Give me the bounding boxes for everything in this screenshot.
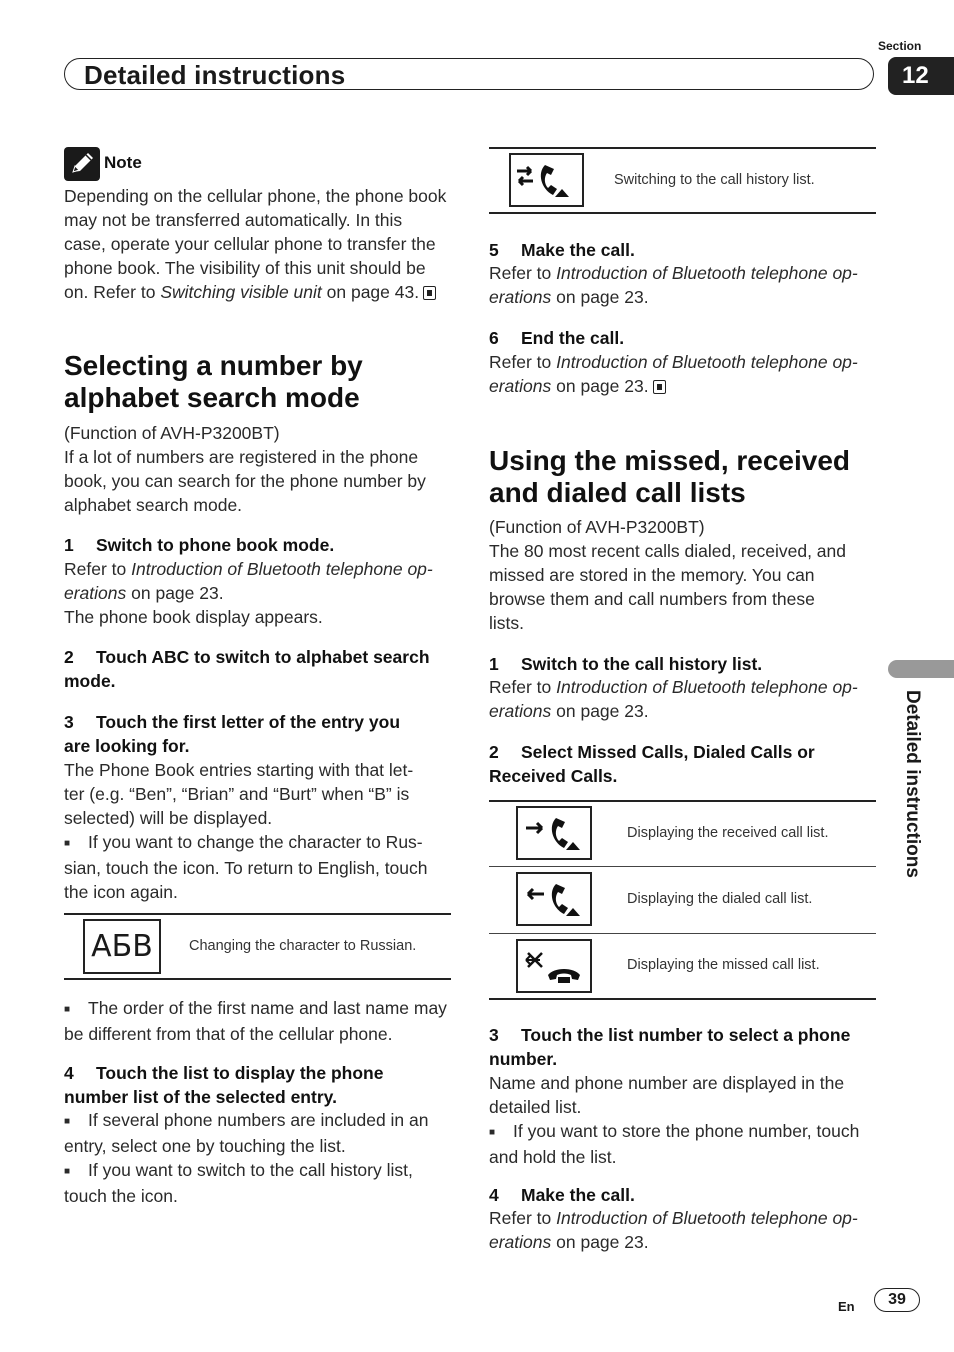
page-number: 39 <box>874 1288 920 1312</box>
step-4-body: ■ If several phone numbers are included in an entry, select one by touching the list. ■ If you want to switch to the call history list, touch the icon. <box>64 1108 464 1208</box>
section-number-badge: 12 <box>888 57 954 95</box>
dialed-calls-icon <box>516 872 592 926</box>
cyrillic-abv-icon: АБВ <box>83 919 161 974</box>
history-table-rule-top <box>489 147 876 149</box>
calllist-rule-top <box>489 800 876 802</box>
header-title: Detailed instructions <box>84 60 346 90</box>
call-step-4-title: 4 Make the call. <box>489 1185 635 1205</box>
call-lists-intro: (Function of AVH-P3200BT) The 80 most recent calls dialed, received, and missed are stored in the memory. You can browse them and call numbers from these lists. <box>489 517 846 633</box>
step-6-body: Refer to Introduction of Bluetooth telephone op- erations on page 23. <box>489 352 858 396</box>
note-pencil-icon <box>64 147 100 181</box>
heading-call-lists: Using the missed, received and dialed call lists <box>489 445 851 508</box>
language-label: En <box>838 1299 855 1314</box>
step-4-title: 4 Touch the list to display the phone number list of the selected entry. <box>64 1063 384 1107</box>
calllist-rule-1 <box>489 866 876 867</box>
calllist-rule-bottom <box>489 998 876 1000</box>
step-2-title: 2 Touch ABC to switch to alphabet search mode. <box>64 647 430 691</box>
received-calls-icon <box>516 806 592 860</box>
call-step-1-title: 1 Switch to the call history list. <box>489 654 763 674</box>
side-tab-label: Detailed instructions <box>902 690 923 878</box>
step-5-body: Refer to Introduction of Bluetooth telephone op- erations on page 23. <box>489 263 858 307</box>
end-mark-icon <box>653 380 666 394</box>
missed-calls-icon <box>516 939 592 993</box>
heading-alphabet-search: Selecting a number by alphabet search mode <box>64 350 363 413</box>
step-1-body: Refer to Introduction of Bluetooth telephone op- erations on page 23. The phone book display appears. <box>64 559 433 627</box>
section-label: Section <box>878 39 922 53</box>
step-3-title: 3 Touch the first letter of the entry you are looking for. <box>64 712 401 756</box>
step-1-title: 1 Switch to phone book mode. <box>64 535 335 555</box>
alphabet-intro: (Function of AVH-P3200BT) If a lot of numbers are registered in the phone book, you can search for the phone number by alphabet search mode. <box>64 423 426 515</box>
dialed-caption: Displaying the dialed call list. <box>627 891 813 907</box>
table-rule-bottom <box>64 978 451 980</box>
note-label: Note <box>104 153 142 172</box>
step-5-title: 5 Make the call. <box>489 240 635 260</box>
call-step-3-body: Name and phone number are displayed in the detailed list. ■ If you want to store the phone number, touch and hold the list. <box>489 1071 889 1169</box>
call-step-1-body: Refer to Introduction of Bluetooth telephone op- erations on page 23. <box>489 677 858 721</box>
side-tab-marker <box>888 660 954 678</box>
note-text: Depending on the cellular phone, the phone book may not be transferred automatically. In this case, operate your cellular phone to transfer the phone book. The visibility of this unit should be on. Refer to Switching visible unit on page 43. <box>64 186 447 302</box>
step-6-title: 6 End the call. <box>489 328 625 348</box>
step-3-body: The Phone Book entries starting with that let- ter (e.g. “Ben”, “Brian” and “Burt” when “B” is selected) will be displayed. ■ If you want to change the character to Rus- sian, touch the icon. To return to English, touch the icon again. <box>64 758 464 904</box>
abv-caption: Changing the character to Russian. <box>189 938 417 954</box>
table-rule-top <box>64 913 451 915</box>
call-step-3-title: 3 Touch the list number to select a phone number. <box>489 1025 851 1069</box>
call-step-4-body: Refer to Introduction of Bluetooth telephone op- erations on page 23. <box>489 1208 858 1252</box>
calllist-rule-2 <box>489 933 876 934</box>
end-mark-icon <box>423 286 436 300</box>
missed-caption: Displaying the missed call list. <box>627 957 820 973</box>
call-step-2-title: 2 Select Missed Calls, Dialed Calls or Received Calls. <box>489 742 815 786</box>
order-note: ■ The order of the first name and last name may be different from that of the cellular phone. <box>64 996 464 1046</box>
history-caption: Switching to the call history list. <box>614 172 815 188</box>
call-history-switch-icon <box>509 153 584 207</box>
received-caption: Displaying the received call list. <box>627 825 829 841</box>
history-table-rule-bottom <box>489 212 876 214</box>
